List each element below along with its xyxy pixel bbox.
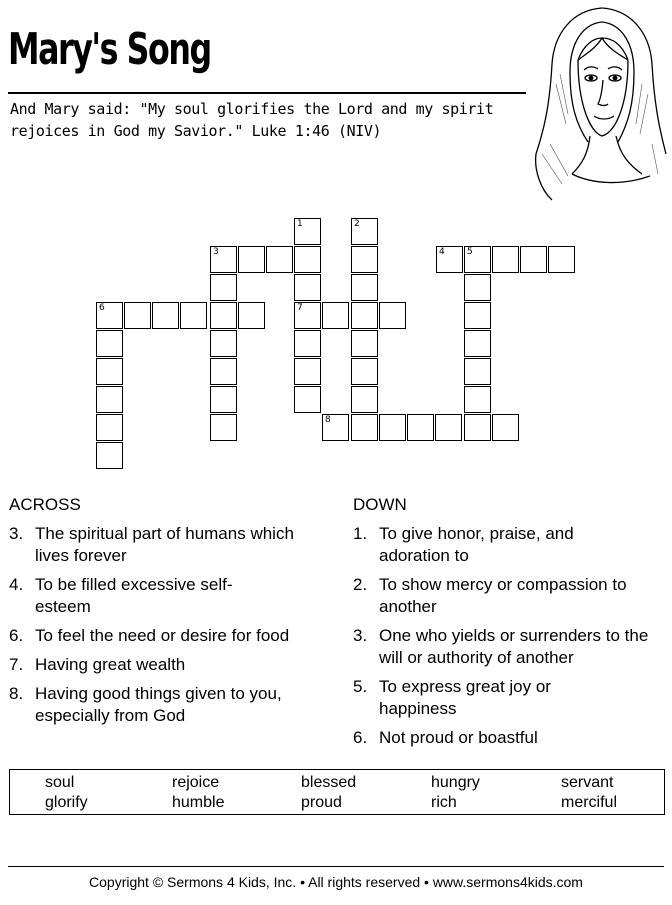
- crossword-cell[interactable]: [266, 246, 293, 273]
- crossword-cell[interactable]: [464, 330, 491, 357]
- clue-text: Having good things given to you, especially from God: [35, 684, 282, 725]
- crossword-cell[interactable]: [379, 414, 406, 441]
- clue-number: 4: [439, 247, 445, 257]
- title-divider: [8, 92, 526, 94]
- crossword-cell[interactable]: [96, 442, 123, 469]
- clue-number: 6: [99, 303, 105, 313]
- clue-number: 2: [354, 219, 360, 229]
- clue-number: 5.: [353, 677, 368, 696]
- clue-number: 4.: [9, 575, 24, 594]
- clue-text: Not proud or boastful: [379, 728, 538, 747]
- word-bank-item: proud: [301, 794, 342, 811]
- across-heading: ACROSS: [9, 495, 81, 514]
- word-bank-item: blessed: [301, 774, 357, 791]
- crossword-cell[interactable]: [322, 414, 349, 441]
- mary-portrait-icon: [532, 4, 668, 204]
- word-bank-item: servant: [561, 774, 614, 791]
- clue-text: To show mercy or compassion to another: [379, 575, 627, 616]
- clue-number: 2.: [353, 575, 368, 594]
- clue-text: The spiritual part of humans which lives forever: [35, 524, 294, 565]
- word-bank-item: soul: [45, 774, 75, 791]
- clue-text: Having great wealth: [35, 655, 186, 674]
- clue-text: To express great joy or happiness: [379, 677, 551, 718]
- word-bank-item: rich: [431, 794, 457, 811]
- crossword-cell[interactable]: [294, 246, 321, 273]
- clue-number: 6.: [353, 728, 368, 747]
- clue-number: 3: [213, 247, 219, 257]
- crossword-cell[interactable]: [492, 246, 519, 273]
- crossword-cell[interactable]: [210, 358, 237, 385]
- crossword-cell[interactable]: [464, 246, 491, 273]
- clue-number: 7: [297, 303, 303, 313]
- across-clue: [9, 523, 314, 567]
- word-bank-item: glorify: [45, 794, 88, 811]
- clue-text: To feel the need or desire for food: [35, 626, 290, 645]
- crossword-cell[interactable]: [407, 414, 434, 441]
- word-bank-item: rejoice: [172, 774, 220, 791]
- clue-number: 7.: [9, 655, 24, 674]
- clue-number: 6.: [9, 626, 24, 645]
- across-clue-list: [9, 523, 314, 734]
- crossword-cell[interactable]: [210, 302, 237, 329]
- crossword-cell[interactable]: [351, 414, 378, 441]
- clue-number: 3.: [9, 524, 24, 543]
- crossword-cell[interactable]: [379, 302, 406, 329]
- crossword-cell[interactable]: [520, 246, 547, 273]
- crossword-cell[interactable]: [464, 414, 491, 441]
- crossword-cell[interactable]: [294, 386, 321, 413]
- crossword-cell[interactable]: [210, 274, 237, 301]
- crossword-cell[interactable]: [548, 246, 575, 273]
- word-bank-item: merciful: [561, 794, 618, 811]
- crossword-cell[interactable]: [294, 274, 321, 301]
- crossword-cell[interactable]: [238, 246, 265, 273]
- crossword-cell[interactable]: [492, 414, 519, 441]
- crossword-cell[interactable]: [464, 302, 491, 329]
- crossword-cell[interactable]: [351, 358, 378, 385]
- down-clue: [353, 523, 649, 567]
- clue-number: 5: [467, 247, 473, 257]
- crossword-cell[interactable]: [435, 414, 462, 441]
- word-bank: [9, 769, 665, 815]
- clue-number: 8.: [9, 684, 24, 703]
- crossword-cell[interactable]: [96, 386, 123, 413]
- crossword-cell[interactable]: [322, 302, 349, 329]
- crossword-cell[interactable]: [96, 414, 123, 441]
- clue-number: 3.: [353, 626, 368, 645]
- crossword-cell[interactable]: [238, 302, 265, 329]
- clue-number: 1: [297, 219, 303, 229]
- down-clue: [353, 676, 629, 720]
- clue-text: To give honor, praise, and adoration to: [379, 524, 574, 565]
- clue-text: To be filled excessive self-esteem: [35, 575, 233, 616]
- crossword-cell[interactable]: [124, 302, 151, 329]
- crossword-cell[interactable]: [210, 414, 237, 441]
- crossword-cell[interactable]: [96, 302, 123, 329]
- crossword-cell[interactable]: [96, 330, 123, 357]
- crossword-cell[interactable]: [351, 246, 378, 273]
- clue-number: 8: [325, 415, 331, 425]
- copyright-footer: Copyright © Sermons 4 Kids, Inc. • All rights reserved • www.sermons4kids.com: [89, 874, 583, 890]
- crossword-cell[interactable]: [464, 386, 491, 413]
- crossword-cell[interactable]: [180, 302, 207, 329]
- crossword-cell[interactable]: [351, 330, 378, 357]
- clue-text: One who yields or surrenders to the will or authority of another: [379, 626, 649, 667]
- crossword-cell[interactable]: [294, 330, 321, 357]
- across-clue: [9, 683, 315, 727]
- down-clue-list: [353, 523, 665, 756]
- word-bank-item: hungry: [431, 774, 480, 791]
- crossword-cell[interactable]: [351, 218, 378, 245]
- crossword-cell[interactable]: [294, 302, 321, 329]
- crossword-cell[interactable]: [464, 274, 491, 301]
- across-clue: [9, 654, 314, 676]
- crossword-cell[interactable]: [464, 358, 491, 385]
- crossword-cell[interactable]: [210, 386, 237, 413]
- crossword-cell[interactable]: [351, 274, 378, 301]
- page-title: Mary's Song: [8, 24, 211, 75]
- crossword-cell[interactable]: [351, 386, 378, 413]
- word-bank-item: humble: [172, 794, 225, 811]
- down-clue: [353, 727, 665, 749]
- scripture-verse: And Mary said: "My soul glorifies the Lord and my spirit rejoices in God my Savior." Luke 1:46 (NIV): [10, 100, 494, 140]
- crossword-cell[interactable]: [210, 330, 237, 357]
- footer-divider: [8, 866, 664, 867]
- across-clue: [9, 625, 330, 647]
- crossword-cell[interactable]: [294, 218, 321, 245]
- clue-number: 1.: [353, 524, 368, 543]
- down-clue: [353, 574, 665, 618]
- crossword-cell[interactable]: [294, 358, 321, 385]
- down-clue: [353, 625, 665, 669]
- crossword-cell[interactable]: [210, 246, 237, 273]
- across-clue: [9, 574, 285, 618]
- down-heading: DOWN: [353, 495, 407, 514]
- crossword-cell[interactable]: [351, 302, 378, 329]
- crossword-cell[interactable]: [436, 246, 463, 273]
- crossword-cell[interactable]: [96, 358, 123, 385]
- crossword-cell[interactable]: [152, 302, 179, 329]
